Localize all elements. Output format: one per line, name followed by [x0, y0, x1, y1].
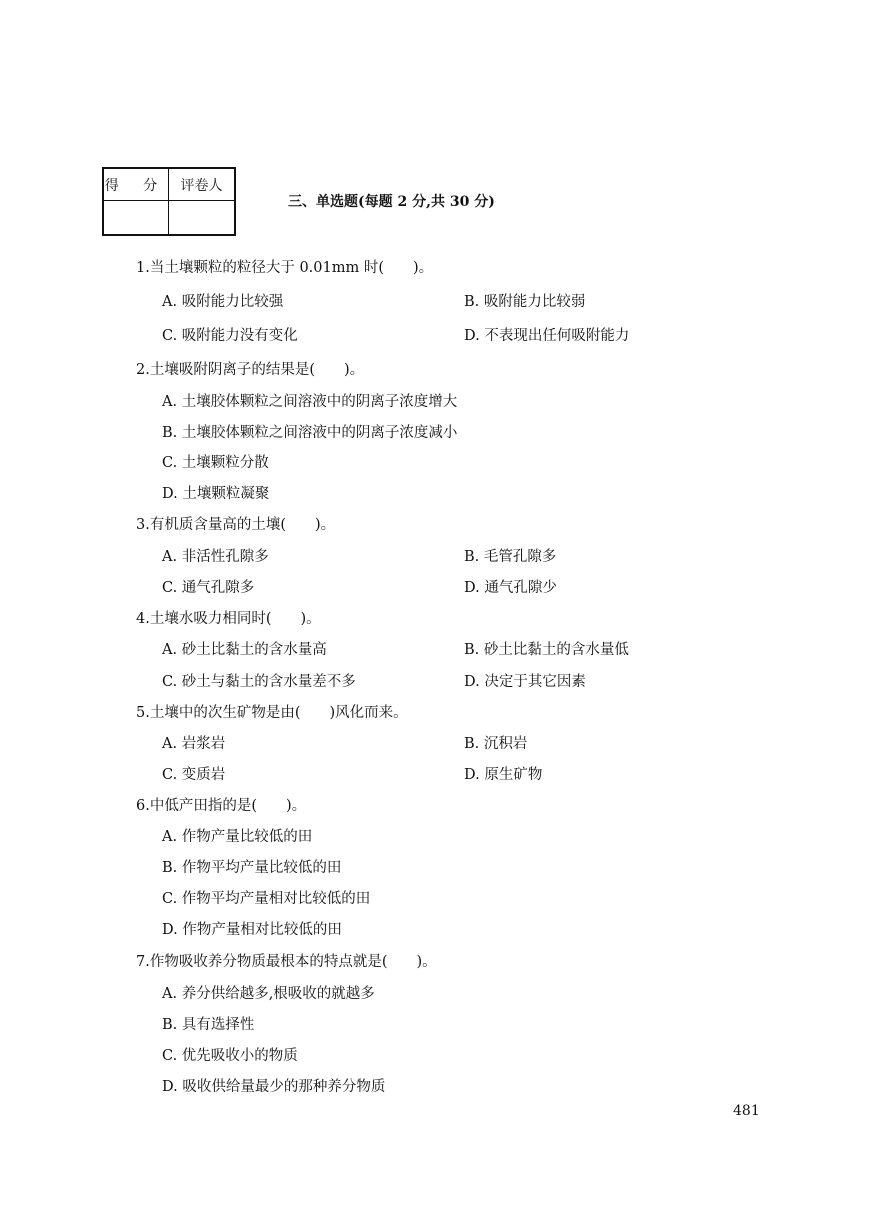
score-label: 得 分: [103, 168, 169, 201]
question-option: D. 土壤颗粒凝聚: [162, 486, 270, 502]
question-stem: 2.土壤吸附阴离子的结果是( )。: [136, 362, 365, 378]
question-option: C. 吸附能力没有变化: [162, 328, 298, 344]
score-field: [103, 201, 169, 236]
question-option: A. 作物产量比较低的田: [162, 829, 313, 845]
question-stem: 4.土壤水吸力相同时( )。: [136, 611, 321, 627]
question-option: B. 沉积岩: [464, 736, 528, 752]
question-stem: 7.作物吸收养分物质最根本的特点就是( )。: [136, 954, 437, 970]
question-option: C. 砂土与黏土的含水量差不多: [162, 674, 356, 690]
section-title: 三、单选题(每题 2 分,共 30 分): [288, 194, 495, 210]
question-option: D. 通气孔隙少: [464, 580, 557, 596]
question-stem: 1.当土壤颗粒的粒径大于 0.01mm 时( )。: [136, 260, 434, 276]
question-stem: 6.中低产田指的是( )。: [136, 798, 307, 814]
question-stem: 5.土壤中的次生矿物是由( )风化而来。: [136, 705, 408, 721]
question-option: A. 非活性孔隙多: [162, 549, 269, 565]
question-option: A. 岩浆岩: [162, 736, 226, 752]
question-option: A. 砂土比黏土的含水量高: [162, 642, 327, 658]
question-option: A. 土壤胶体颗粒之间溶液中的阴离子浓度增大: [162, 394, 458, 410]
question-option: D. 原生矿物: [464, 767, 543, 783]
question-option: D. 吸收供给量最少的那种养分物质: [162, 1079, 386, 1095]
question-option: D. 作物产量相对比较低的田: [162, 922, 342, 938]
question-option: A. 养分供给越多,根吸收的就越多: [162, 986, 375, 1002]
question-option: D. 不表现出任何吸附能力: [464, 328, 630, 344]
grader-label: 评卷人: [169, 168, 236, 201]
question-option: B. 具有选择性: [162, 1017, 255, 1033]
question-option: B. 吸附能力比较弱: [464, 294, 586, 310]
question-option: C. 土壤颗粒分散: [162, 455, 269, 471]
question-stem: 3.有机质含量高的土壤( )。: [136, 517, 336, 533]
question-option: A. 吸附能力比较强: [162, 294, 284, 310]
question-option: B. 土壤胶体颗粒之间溶液中的阴离子浓度减小: [162, 425, 458, 441]
question-option: B. 砂土比黏土的含水量低: [464, 642, 629, 658]
question-option: C. 通气孔隙多: [162, 580, 255, 596]
question-option: B. 作物平均产量比较低的田: [162, 860, 342, 876]
grader-field: [169, 201, 236, 236]
question-option: D. 决定于其它因素: [464, 674, 586, 690]
question-option: C. 优先吸收小的物质: [162, 1048, 298, 1064]
score-box: [102, 167, 236, 236]
question-option: B. 毛管孔隙多: [464, 549, 557, 565]
question-option: C. 作物平均产量相对比较低的田: [162, 891, 371, 907]
page-number: 481: [733, 1103, 760, 1119]
question-option: C. 变质岩: [162, 767, 226, 783]
